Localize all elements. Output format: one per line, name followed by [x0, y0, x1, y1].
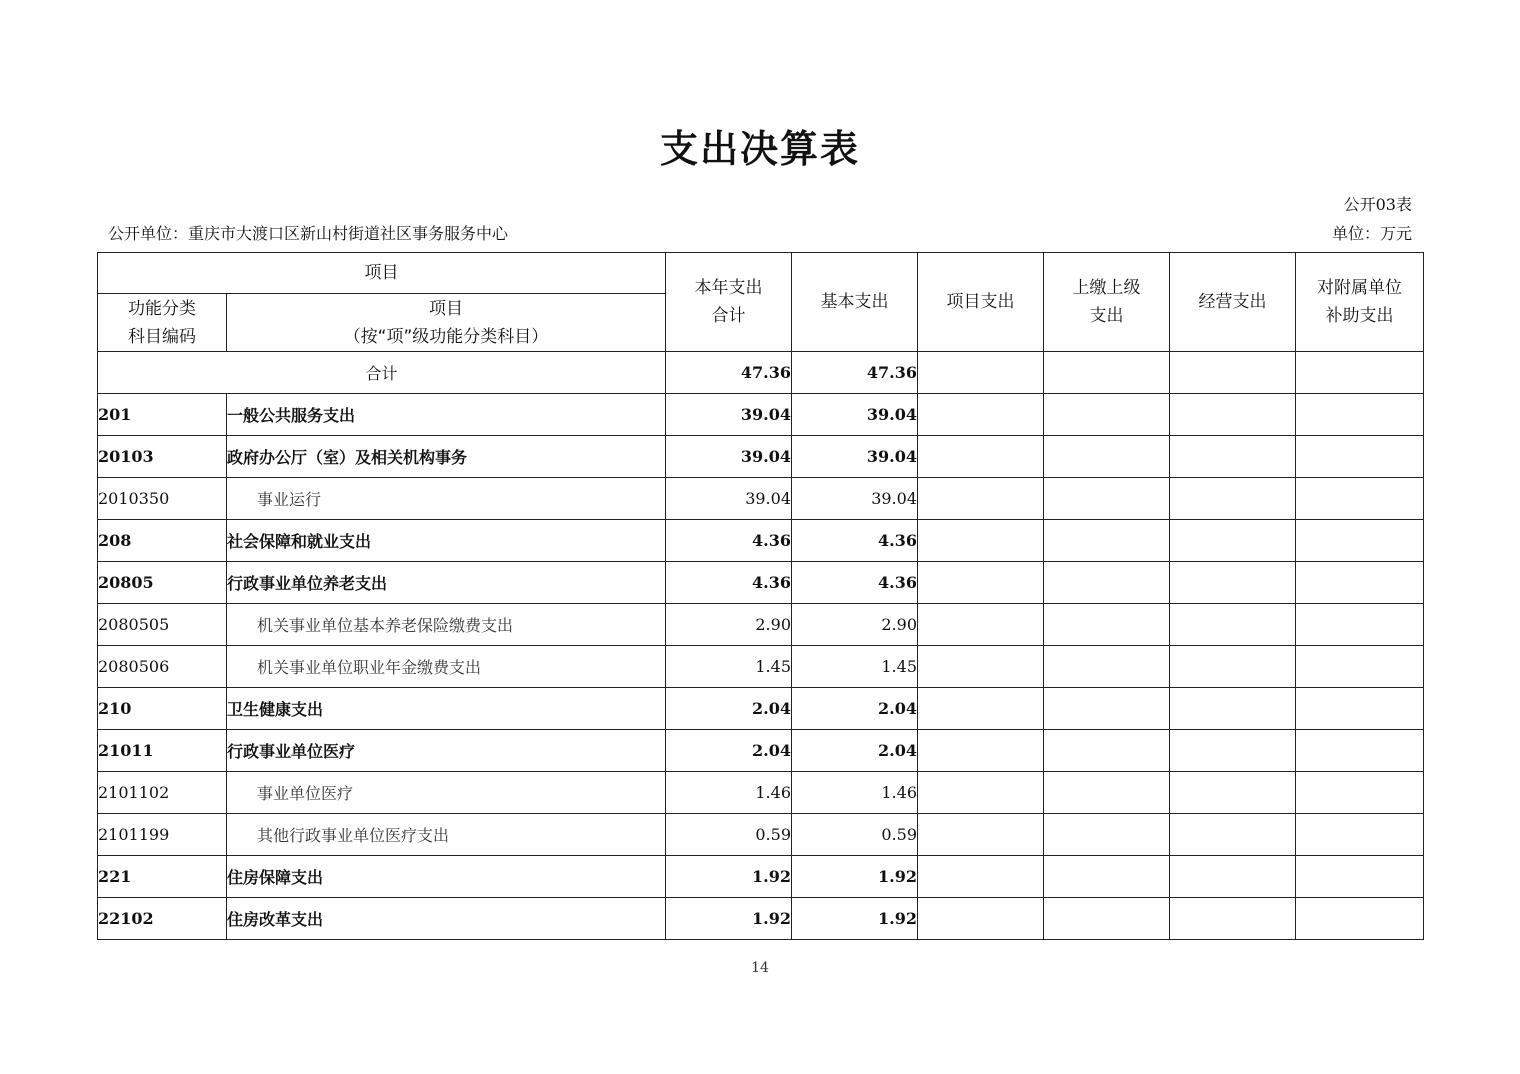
upper-cell — [1044, 478, 1170, 520]
header-upper: 上缴上级 支出 — [1044, 253, 1170, 352]
basic-cell: 1.45 — [792, 646, 918, 688]
name-cell: 卫生健康支出 — [227, 688, 666, 730]
operating-cell — [1170, 604, 1296, 646]
operating-cell — [1170, 898, 1296, 940]
header-operating: 经营支出 — [1170, 253, 1296, 352]
table-row — [98, 604, 1424, 646]
total-cell: 1.46 — [666, 772, 792, 814]
total-cell: 2.04 — [666, 688, 792, 730]
header-basic: 基本支出 — [792, 253, 918, 352]
empty-cell — [1170, 352, 1296, 394]
upper-cell — [1044, 604, 1170, 646]
project-cell — [918, 562, 1044, 604]
operating-cell — [1170, 436, 1296, 478]
subsidiary-cell — [1296, 478, 1424, 520]
name-cell: 机关事业单位职业年金缴费支出 — [227, 646, 666, 688]
operating-cell — [1170, 394, 1296, 436]
subsidiary-cell — [1296, 814, 1424, 856]
header-code: 功能分类 科目编码 — [98, 294, 227, 352]
subsidiary-cell — [1296, 394, 1424, 436]
operating-cell — [1170, 856, 1296, 898]
operating-cell — [1170, 478, 1296, 520]
project-cell — [918, 520, 1044, 562]
basic-cell: 4.36 — [792, 520, 918, 562]
table-row — [98, 646, 1424, 688]
project-cell — [918, 730, 1044, 772]
operating-cell — [1170, 562, 1296, 604]
operating-cell — [1170, 772, 1296, 814]
name-cell: 住房改革支出 — [227, 898, 666, 940]
operating-cell — [1170, 646, 1296, 688]
project-cell — [918, 856, 1044, 898]
code-cell: 2101102 — [98, 772, 227, 814]
operating-cell — [1170, 688, 1296, 730]
name-cell: 机关事业单位基本养老保险缴费支出 — [227, 604, 666, 646]
header-name: 项目 （按“项”级功能分类科目） — [227, 294, 666, 352]
page-title: 支出决算表 — [659, 127, 860, 171]
total-cell: 2.04 — [666, 730, 792, 772]
basic-cell: 39.04 — [792, 478, 918, 520]
name-cell: 政府办公厅（室）及相关机构事务 — [227, 436, 666, 478]
subsidiary-cell — [1296, 562, 1424, 604]
table-row — [98, 394, 1424, 436]
upper-cell — [1044, 898, 1170, 940]
total-cell: 1.92 — [666, 898, 792, 940]
code-cell: 201 — [98, 394, 227, 436]
basic-cell: 1.46 — [792, 772, 918, 814]
currency-unit: 单位：万元 — [1331, 224, 1412, 243]
name-cell: 其他行政事业单位医疗支出 — [227, 814, 666, 856]
name-cell: 住房保障支出 — [227, 856, 666, 898]
subsidiary-cell — [1296, 730, 1424, 772]
code-cell: 221 — [98, 856, 227, 898]
project-cell — [918, 688, 1044, 730]
upper-cell — [1044, 646, 1170, 688]
total-cell: 39.04 — [666, 478, 792, 520]
basic-cell: 39.04 — [792, 394, 918, 436]
upper-cell — [1044, 562, 1170, 604]
table-row — [98, 772, 1424, 814]
total-cell: 39.04 — [666, 436, 792, 478]
name-cell: 行政事业单位医疗 — [227, 730, 666, 772]
total-cell: 39.04 — [666, 394, 792, 436]
subsidiary-cell — [1296, 604, 1424, 646]
subsidiary-cell — [1296, 898, 1424, 940]
basic-cell: 1.92 — [792, 898, 918, 940]
subsidiary-cell — [1296, 688, 1424, 730]
basic-cell: 4.36 — [792, 562, 918, 604]
page-number: 14 — [751, 960, 769, 976]
code-cell: 2101199 — [98, 814, 227, 856]
basic-cell: 2.90 — [792, 604, 918, 646]
total-row — [98, 352, 1424, 394]
upper-cell — [1044, 520, 1170, 562]
table-row — [98, 520, 1424, 562]
project-cell — [918, 646, 1044, 688]
name-cell: 行政事业单位养老支出 — [227, 562, 666, 604]
code-cell: 2080505 — [98, 604, 227, 646]
basic-cell: 2.04 — [792, 688, 918, 730]
table-row — [98, 478, 1424, 520]
code-cell: 2080506 — [98, 646, 227, 688]
code-cell: 20805 — [98, 562, 227, 604]
total-cell: 0.59 — [666, 814, 792, 856]
basic-cell: 2.04 — [792, 730, 918, 772]
code-cell: 21011 — [98, 730, 227, 772]
header-project: 项目支出 — [918, 253, 1044, 352]
upper-cell — [1044, 730, 1170, 772]
code-cell: 20103 — [98, 436, 227, 478]
name-cell: 一般公共服务支出 — [227, 394, 666, 436]
table-row — [98, 898, 1424, 940]
upper-cell — [1044, 436, 1170, 478]
total-cell: 4.36 — [666, 520, 792, 562]
table-row — [98, 688, 1424, 730]
operating-cell — [1170, 520, 1296, 562]
basic-cell: 1.92 — [792, 856, 918, 898]
total-value: 47.36 — [666, 352, 792, 394]
empty-cell — [1044, 352, 1170, 394]
operating-cell — [1170, 814, 1296, 856]
subsidiary-cell — [1296, 646, 1424, 688]
table-row — [98, 436, 1424, 478]
reporting-unit: 公开单位：重庆市大渡口区新山村街道社区事务服务中心 — [108, 224, 509, 243]
total-basic: 47.36 — [792, 352, 918, 394]
project-cell — [918, 394, 1044, 436]
code-cell: 22102 — [98, 898, 227, 940]
subsidiary-cell — [1296, 856, 1424, 898]
subsidiary-cell — [1296, 772, 1424, 814]
project-cell — [918, 604, 1044, 646]
project-cell — [918, 814, 1044, 856]
upper-cell — [1044, 814, 1170, 856]
empty-cell — [1296, 352, 1424, 394]
table-row — [98, 814, 1424, 856]
header-item-group: 项目 — [98, 253, 666, 294]
operating-cell — [1170, 730, 1296, 772]
upper-cell — [1044, 856, 1170, 898]
table-row — [98, 730, 1424, 772]
code-cell: 210 — [98, 688, 227, 730]
table-row — [98, 562, 1424, 604]
project-cell — [918, 898, 1044, 940]
project-cell — [918, 772, 1044, 814]
expenditure-table — [97, 252, 1424, 940]
code-cell: 2010350 — [98, 478, 227, 520]
name-cell: 事业单位医疗 — [227, 772, 666, 814]
empty-cell — [918, 352, 1044, 394]
total-label: 合计 — [98, 352, 666, 394]
basic-cell: 0.59 — [792, 814, 918, 856]
subsidiary-cell — [1296, 520, 1424, 562]
total-cell: 4.36 — [666, 562, 792, 604]
table-row — [98, 856, 1424, 898]
total-cell: 1.45 — [666, 646, 792, 688]
code-cell: 208 — [98, 520, 227, 562]
basic-cell: 39.04 — [792, 436, 918, 478]
name-cell: 社会保障和就业支出 — [227, 520, 666, 562]
upper-cell — [1044, 394, 1170, 436]
project-cell — [918, 478, 1044, 520]
header-total: 本年支出 合计 — [666, 253, 792, 352]
upper-cell — [1044, 688, 1170, 730]
total-cell: 1.92 — [666, 856, 792, 898]
header-subsidiary: 对附属单位 补助支出 — [1296, 253, 1424, 352]
total-cell: 2.90 — [666, 604, 792, 646]
name-cell: 事业运行 — [227, 478, 666, 520]
project-cell — [918, 436, 1044, 478]
subsidiary-cell — [1296, 436, 1424, 478]
table-number: 公开03表 — [1343, 195, 1412, 214]
upper-cell — [1044, 772, 1170, 814]
